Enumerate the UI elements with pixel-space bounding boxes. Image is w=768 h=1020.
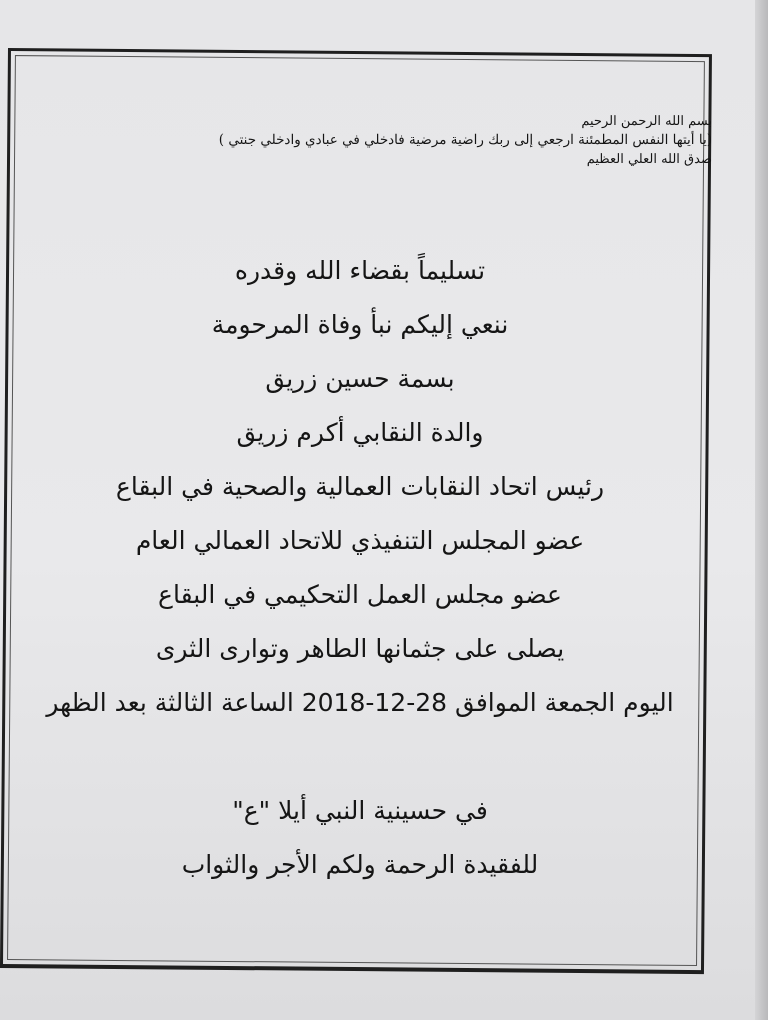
announcement-line-deceased-name: بسمة حسين زريق xyxy=(265,364,455,393)
announcement-line-prayer: يصلى على جثمانها الطاهر وتوارى الثرى xyxy=(155,634,565,663)
basmala: بسم الله الرحمن الرحيم xyxy=(581,114,712,129)
announcement-line-title-1: رئيس اتحاد النقابات العمالية والصحية في البقاع xyxy=(115,472,605,501)
quran-verse: (يا أيتها النفس المطمئنة ارجعي إلى ربك راضية مرضية فادخلي في عبادي وادخلي جنتي ) xyxy=(218,132,712,148)
paper-edge-shadow xyxy=(755,0,768,1020)
announcement-line-relation: والدة النقابي أكرم زريق xyxy=(236,418,484,447)
announcement-line-submission: تسليماً بقضاء الله وقدره xyxy=(234,256,486,285)
announcement-condolence: للفقيدة الرحمة ولكم الأجر والثواب xyxy=(181,850,539,879)
blank-gap xyxy=(30,730,690,784)
announcement-line-title-3: عضو مجلس العمل التحكيمي في البقاع xyxy=(158,580,562,609)
verse-closing: صدق الله العلي العظيم xyxy=(586,152,712,167)
announcement-line-death-notice: ننعي إليكم نبأ وفاة المرحومة xyxy=(211,310,509,339)
religious-header xyxy=(52,112,712,169)
announcement-line-date-time: اليوم الجمعة الموافق 28-12-2018 الساعة الثالثة بعد الظهر xyxy=(46,688,674,717)
obituary-announcement xyxy=(30,244,690,892)
announcement-line-title-2: عضو المجلس التنفيذي للاتحاد العمالي العام xyxy=(135,526,585,555)
announcement-location: في حسينية النبي أيلا "ع" xyxy=(232,796,488,825)
